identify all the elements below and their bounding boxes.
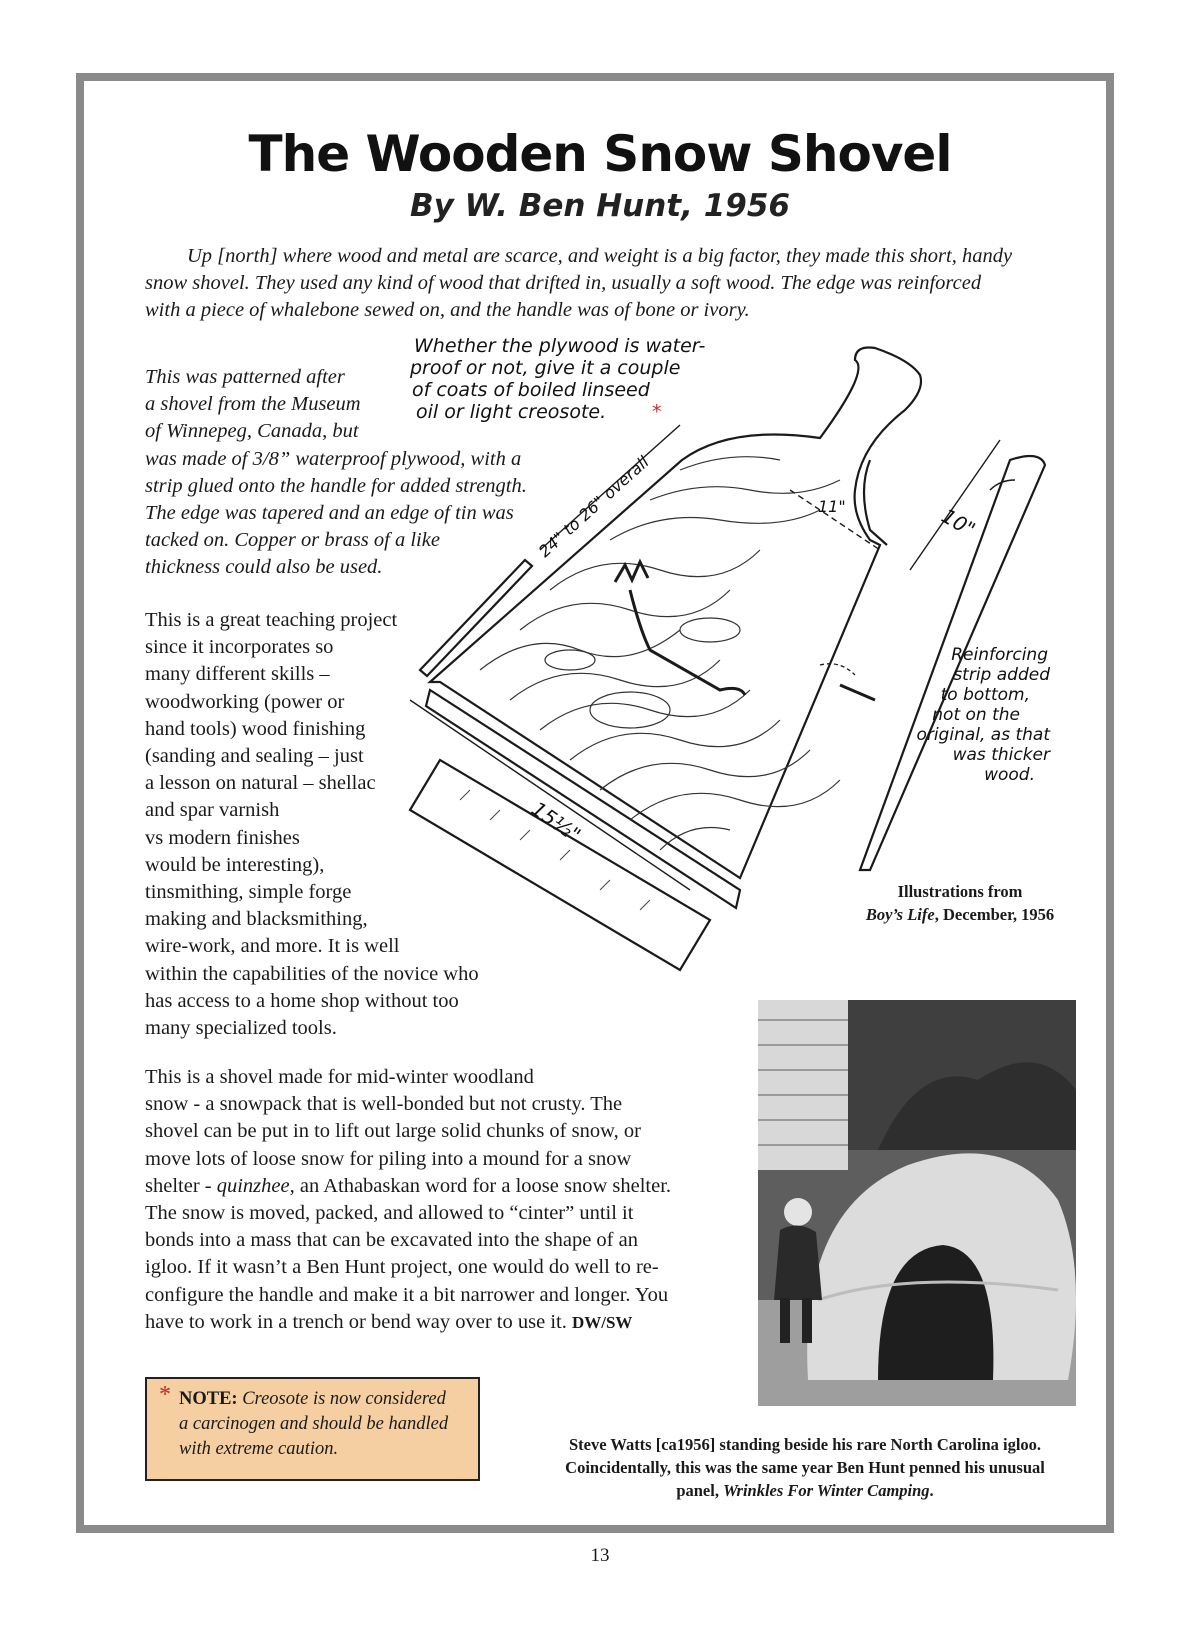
illustration-note-line: proof or not, give it a couple <box>410 357 681 379</box>
credit-line <box>840 903 1080 926</box>
dim-label-10: 10" <box>937 503 980 542</box>
page-number: 13 <box>590 1545 610 1566</box>
author-initials: DW/SW <box>571 1312 633 1332</box>
snow-line <box>145 1173 671 1200</box>
illustration-note-star: * <box>652 401 662 423</box>
teaching-line: and spar varnish <box>145 799 280 822</box>
pattern-line: a shovel from the Museum <box>145 393 361 416</box>
credit-source: Boy’s Life <box>865 905 935 924</box>
snow-line: configure the handle and make it a bit narrower and longer. You <box>145 1283 669 1306</box>
teaching-line: (sanding and sealing – just <box>145 745 364 768</box>
teaching-line: woodworking (power or <box>145 690 345 713</box>
caption-line <box>520 1479 1090 1502</box>
illustration-credit <box>840 880 1080 926</box>
teaching-line: a lesson on natural – shellac <box>145 772 376 795</box>
strip-note-line: Reinforcing <box>951 645 1048 665</box>
caption-line: Coincidentally, this was the same year Ben Hunt penned his unusual <box>565 1458 1045 1477</box>
strip-note-line: not on the <box>932 705 1020 725</box>
dim-label-overall: 24" to 26" overall <box>534 452 653 561</box>
photo-caption <box>520 1433 1090 1502</box>
igloo-photo <box>758 1000 1076 1406</box>
pattern-line: was made of 3/8” waterproof plywood, with a <box>145 447 522 470</box>
snow-line: igloo. If it wasn’t a Ben Hunt project, one would do well to re- <box>145 1256 659 1279</box>
teaching-line: has access to a home shop without too <box>145 989 459 1012</box>
note-star: * <box>159 1382 171 1408</box>
byline: By W. Ben Hunt, 1956 <box>410 188 790 224</box>
snow-line: bonds into a mass that can be excavated into the shape of an <box>145 1229 638 1252</box>
note-label: NOTE: <box>179 1389 238 1409</box>
intro-line: with a piece of whalebone sewed on, and the handle was of bone or ivory. <box>145 299 750 321</box>
intro-paragraph <box>145 243 1065 324</box>
intro-line: Up [north] where wood and metal are scarce, and weight is a big factor, they made this short, handy <box>187 245 1013 267</box>
caption-line: Steve Watts [ca1956] standing beside his rare North Carolina igloo. <box>568 1435 1042 1454</box>
intro-line: snow shovel. They used any kind of wood that drifted in, usually a soft wood. The edge was reinforced <box>145 272 982 294</box>
pattern-line: The edge was tapered and an edge of tin was <box>145 502 514 525</box>
handle-strip <box>864 460 887 545</box>
snow-line-text: have to work in a trench or bend way over to use it. <box>145 1310 567 1333</box>
snow-line: shovel can be put in to lift out large solid chunks of snow, or <box>145 1120 641 1143</box>
teaching-line: hand tools) wood finishing <box>145 717 366 740</box>
dim-label-11: 11" <box>818 497 846 516</box>
pattern-line: tacked on. Copper or brass of a like <box>145 529 440 552</box>
illustration-note-line: oil or light creosote. <box>416 401 607 423</box>
snow-line: The snow is moved, packed, and allowed to “cinter” until it <box>145 1202 634 1225</box>
strip-note-line: to bottom, <box>940 685 1030 705</box>
strip-note-line: original, as that <box>916 725 1050 745</box>
pattern-line: of Winnepeg, Canada, but <box>145 420 359 443</box>
creosote-note-box <box>145 1377 480 1481</box>
pattern-line: thickness could also be used. <box>145 556 383 579</box>
caption-text: panel, <box>676 1481 724 1500</box>
credit-date: , December, 1956 <box>934 905 1055 924</box>
note-line <box>179 1387 468 1412</box>
illustration-note-line: Whether the plywood is water- <box>414 335 706 357</box>
illustration-note-line: of coats of boiled linseed <box>412 379 650 401</box>
teaching-line: wire-work, and more. It is well <box>145 935 400 958</box>
snow-paragraph <box>145 1064 671 1336</box>
pattern-line: This was patterned after <box>145 366 345 388</box>
snow-line-text: shelter - <box>145 1174 217 1197</box>
pattern-line: strip glued onto the handle for added strength. <box>145 474 527 497</box>
snow-line-text: , an Athabaskan word for a loose snow shelter. <box>289 1174 672 1197</box>
credit-line: Illustrations from <box>897 882 1023 901</box>
strip-note-line: wood. <box>984 765 1035 785</box>
teaching-line: making and blacksmithing, <box>145 908 368 931</box>
strip-note-line: was thicker <box>952 745 1050 765</box>
snow-line: This is a shovel made for mid-winter woodland <box>145 1066 534 1088</box>
teaching-line: tinsmithing, simple forge <box>145 881 352 904</box>
teaching-line: vs modern finishes <box>145 826 300 849</box>
teaching-line: since it incorporates so <box>145 636 334 659</box>
caption-text: . <box>929 1481 934 1500</box>
teaching-line: many specialized tools. <box>145 1017 337 1040</box>
note-line: a carcinogen and should be handled <box>179 1414 449 1434</box>
quinzhee-term: quinzhee <box>216 1174 290 1197</box>
teaching-line: many different skills – <box>145 663 330 686</box>
teaching-line: within the capabilities of the novice who <box>145 962 479 985</box>
snow-line: move lots of loose snow for piling into a mound for a snow <box>145 1147 632 1170</box>
snow-line: snow - a snowpack that is well-bonded but not crusty. The <box>145 1093 623 1116</box>
teaching-line: This is a great teaching project <box>145 609 398 631</box>
teaching-line: would be interesting), <box>145 853 325 876</box>
note-text: Creosote is now considered <box>237 1389 446 1409</box>
pattern-paragraph <box>145 364 527 582</box>
note-line: with extreme caution. <box>179 1439 339 1459</box>
strip-note-line: strip added <box>953 665 1050 685</box>
dim-line-10 <box>910 440 1000 570</box>
teaching-paragraph <box>145 607 479 1042</box>
snow-line <box>145 1309 671 1336</box>
page-title: The Wooden Snow Shovel <box>248 125 952 183</box>
caption-title: Wrinkles For Winter Camping <box>723 1481 930 1500</box>
dim-label-15: 15½" <box>527 796 586 848</box>
